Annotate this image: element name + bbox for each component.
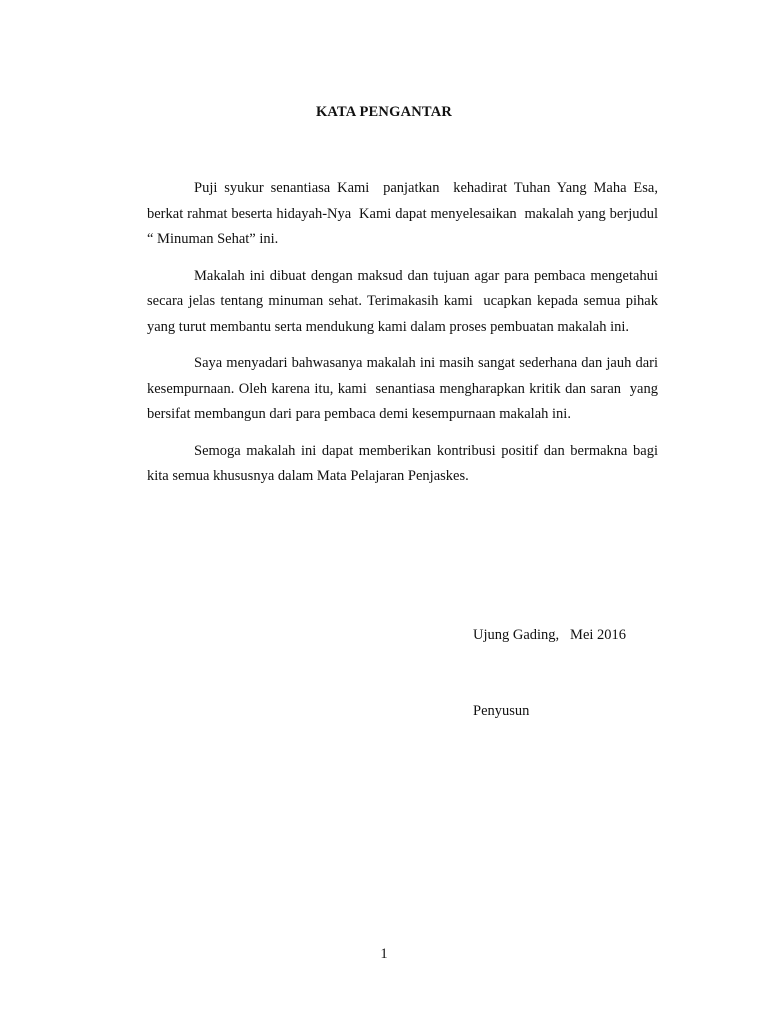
paragraph-4: Semoga makalah ini dapat memberikan kontribusi positif dan bermakna bagi kita semua khususnya dalam Mata Pelajaran Penjaskes. (147, 442, 662, 484)
page-number: 1 (380, 946, 388, 962)
place-date: Ujung Gading, Mei 2016 (473, 627, 627, 643)
paragraph-1: Puji syukur senantiasa Kami panjatkan kehadirat Tuhan Yang Maha Esa, berkat rahmat beserta hidayah-Nya Kami dapat menyelesaikan makalah yang berjudul “ Minuman Sehat” ini. (147, 180, 662, 247)
paragraph-2: Makalah ini dibuat dengan maksud dan tujuan agar para pembaca mengetahui secara jelas tentang minuman sehat. Terimakasih kami ucapkan kepada semua pihak yang turut membantu serta mendukung kami dalam proses pembuatan makalah ini. (147, 267, 662, 335)
page-title: KATA PENGANTAR (315, 104, 453, 120)
paragraph-3: Saya menyadari bahwasanya makalah ini masih sangat sederhana dan jauh dari kesempurnaan. Oleh karena itu, kami senantiasa mengharapkan kritik dan saran yang bersifat membangun dari para pembaca demi kesempurnaan makalah ini. (147, 355, 662, 422)
body-text (147, 176, 662, 501)
author-label: Penyusun (473, 703, 530, 719)
